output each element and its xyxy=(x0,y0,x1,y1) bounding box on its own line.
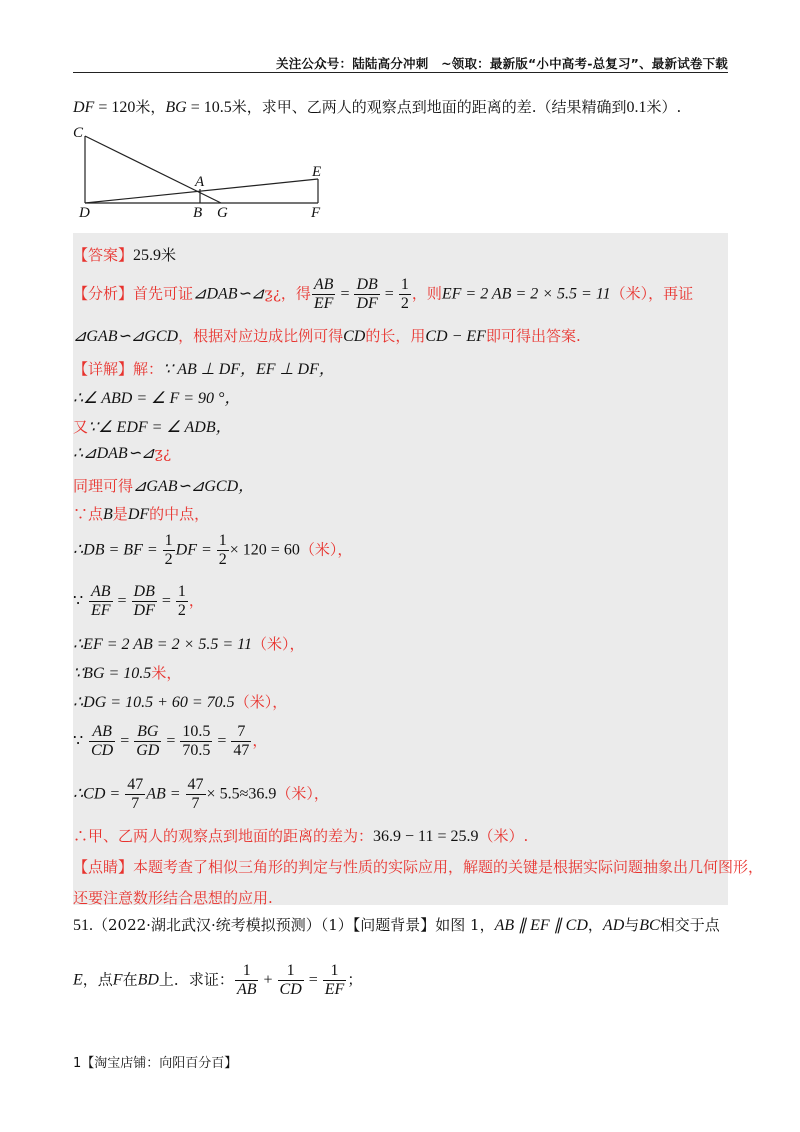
expression: AB = xyxy=(146,785,185,803)
expression: EF = 2 AB = 2 × 5.5 = 11 xyxy=(441,285,611,303)
expression: × 120 = 60 xyxy=(229,541,300,559)
segment-cg xyxy=(85,136,221,203)
value-bg: = 10.5 xyxy=(186,99,232,116)
detail-text: 的中点， xyxy=(149,505,210,523)
expression: ∴⊿DAB∽⊿ xyxy=(73,445,155,462)
detail-line-10 xyxy=(73,662,181,683)
expression: ∴DB = BF = xyxy=(73,541,162,559)
answer-line xyxy=(73,244,176,265)
problem-text: 与 xyxy=(624,916,640,934)
unit-text: 米， xyxy=(151,664,182,682)
unit-text: （米）， xyxy=(251,635,305,653)
detail-line-8: ∵ $\frac{AB}{EF}$ = $\frac{DB}{DF}$ = $\frac{1}{2}$ ， xyxy=(73,583,204,619)
detail-line-5 xyxy=(73,473,254,496)
fraction: $\frac{1}{CD}$ xyxy=(279,962,302,998)
analysis-text: （米），再证 xyxy=(610,284,694,303)
expression: 36.9 − 11 = 25.9 xyxy=(373,828,479,845)
expression: AB ∥ EF ∥ CD xyxy=(494,917,588,934)
detail-text: 解： xyxy=(133,360,164,378)
label-d: D xyxy=(79,205,90,221)
precision-value: 0.1 xyxy=(626,99,647,116)
expression: CD − EF xyxy=(425,328,486,345)
detail-line-1 xyxy=(73,356,335,379)
analysis-text: 即可得出答案. xyxy=(485,327,581,345)
expression: ∴∠ ABD = ∠ F = 90 °， xyxy=(73,390,241,407)
expression: DF = xyxy=(175,541,216,559)
problem-text: ，点 xyxy=(82,970,113,989)
label-g: G xyxy=(217,205,228,221)
page-footer: 1【淘宝店铺：向阳百分百】 xyxy=(73,1056,238,1071)
fraction: $\frac{1}{EF}$ xyxy=(324,962,345,998)
expression: ∴DG = 10.5 + 60 = 70.5 xyxy=(73,694,235,711)
next-problem-line-2: E，点F在BD上．求证： $\frac{1}{AB}$ + $\frac{1}{CD}$ = $\frac{1}{EF}$ ； xyxy=(73,962,363,998)
detail-text: ∴甲、乙两人的观察点到地面的距离的差为： xyxy=(73,827,374,845)
fraction: $\frac{BG}{GD}$ xyxy=(136,723,160,759)
fraction: $\frac{AB}{EF}$ xyxy=(90,583,111,619)
detail-text: ∵点 xyxy=(73,505,104,523)
analysis-line-1: 【分析】首先可证⊿DAB∽⊿ƺ¿，得 $\frac{AB}{EF}$ = $\frac{DB}{DF}$ = $\frac{1}{2}$ ，则EF = 2 AB = 2 × 5.5 = 11（米），再证 xyxy=(73,276,694,312)
var-e: E xyxy=(73,971,83,989)
label-f: F xyxy=(311,205,321,221)
unit-text: （米）. xyxy=(478,827,529,845)
detail-line-9 xyxy=(73,633,305,654)
next-problem-line-1 xyxy=(73,914,720,935)
garbled-glyph: ƺ¿ xyxy=(154,444,172,462)
var-f: F xyxy=(112,971,123,989)
problem-number: 51. xyxy=(73,917,93,934)
comment-line-2 xyxy=(73,887,273,908)
detail-text: 同理可得 xyxy=(73,477,134,495)
fraction: $\frac{1}{2}$ xyxy=(177,583,186,619)
problem-text: ； xyxy=(347,970,363,989)
detail-text: 又 xyxy=(73,418,89,436)
fraction: $\frac{10.5}{70.5}$ xyxy=(182,723,211,759)
detail-label: 【详解】 xyxy=(73,360,134,378)
detail-line-6 xyxy=(73,503,209,524)
var-df: DF xyxy=(127,506,150,523)
detail-line-2 xyxy=(73,385,240,408)
analysis-text: 首先可证 xyxy=(133,284,194,303)
comment-text: 还要注意数形结合思想的应用. xyxy=(73,889,273,907)
detail-text: 是 xyxy=(112,505,128,523)
expression: ∵∠ EDF = ∠ ADB， xyxy=(88,419,232,436)
var-bc: BC xyxy=(639,917,660,934)
label-a: A xyxy=(195,174,205,190)
comment-line-1 xyxy=(73,856,763,877)
problem-text: 在 xyxy=(122,970,138,989)
because-symbol: ∵ xyxy=(73,732,84,750)
problem-text: 上．求证： xyxy=(158,970,234,989)
problem-line xyxy=(73,96,681,117)
unit-text: （米）， xyxy=(234,693,288,711)
detail-line-7 xyxy=(73,532,352,569)
var-cd: CD xyxy=(343,328,366,345)
detail-line-12: ∵ $\frac{AB}{CD}$ = $\frac{BG}{GD}$ = $\frac{10.5}{70.5}$ = $\frac{7}{47}$ ， xyxy=(73,723,268,759)
answer-unit: 米 xyxy=(161,246,177,264)
problem-text: ， xyxy=(587,916,603,934)
var-df: DF xyxy=(73,99,95,116)
problem-text: 相交于点 xyxy=(659,916,720,934)
unit-text: （米）， xyxy=(276,784,329,803)
detail-line-11 xyxy=(73,691,287,712)
header-rule xyxy=(73,72,728,73)
analysis-label: 【分析】 xyxy=(73,284,134,303)
expression: × 5.5≈36.9 xyxy=(206,785,277,803)
label-b: B xyxy=(193,205,203,221)
detail-line-3 xyxy=(73,414,232,437)
comment-label: 【点睛】 xyxy=(73,858,134,876)
question-text: 米，求甲、乙两人的观察点到地面的距离的差.（结果精确到 xyxy=(231,98,627,116)
similar-statement: ⊿GAB∽⊿GCD xyxy=(73,328,179,345)
fraction: $\frac{1}{2}$ xyxy=(164,532,173,568)
fraction: $\frac{DB}{DF}$ xyxy=(133,583,155,619)
expression: ∴EF = 2 AB = 2 × 5.5 = 11 xyxy=(73,636,252,653)
analysis-text: ，根据对应边成比例可得 xyxy=(178,327,344,345)
detail-line-13 xyxy=(73,776,329,813)
answer-label: 【答案】 xyxy=(73,246,134,264)
expression: ∴CD = xyxy=(73,785,125,803)
comment-text: 本题考查了相似三角形的判定与性质的实际应用，解题的关键是根据实际问题抽象出几何图形， xyxy=(133,858,764,876)
expression: ∵ AB ⊥ DF，EF ⊥ DF， xyxy=(163,361,335,378)
unit-text: 米， xyxy=(135,98,166,116)
var-bg: BG xyxy=(165,99,187,116)
fraction: $\frac{47}{7}$ xyxy=(187,776,204,812)
detail-line-14 xyxy=(73,825,528,846)
problem-text: （2022·湖北武汉·统考模拟预测）（1）【问题背景】如图 1， xyxy=(93,916,495,934)
expression: ∵BG = 10.5 xyxy=(73,665,152,682)
answer-value: 25.9 xyxy=(133,247,162,264)
fraction: $\frac{1}{AB}$ xyxy=(236,962,257,998)
var-ad: AD xyxy=(602,917,625,934)
expression: ⊿GAB∽⊿GCD， xyxy=(133,478,255,495)
analysis-text: ，得 xyxy=(280,284,311,303)
var-bd: BD xyxy=(137,971,159,989)
label-e: E xyxy=(312,164,322,180)
because-symbol: ∵ xyxy=(73,592,84,610)
fraction: $\frac{1}{2}$ xyxy=(218,532,227,568)
similar-statement: ⊿DAB∽⊿ xyxy=(193,285,265,303)
question-tail: 米）. xyxy=(646,98,682,116)
fraction: $\frac{1}{2}$ xyxy=(400,276,409,312)
punct: ， xyxy=(252,731,268,750)
analysis-text: 的长，用 xyxy=(365,327,426,345)
var-b: B xyxy=(103,506,113,523)
value-df: = 120 xyxy=(94,99,136,116)
unit-text: （米）， xyxy=(299,540,353,559)
fraction: $\frac{DB}{DF}$ xyxy=(356,276,378,312)
fraction: $\frac{7}{47}$ xyxy=(233,723,250,759)
label-c: C xyxy=(73,125,84,141)
analysis-text: ，则 xyxy=(411,284,442,303)
fraction: $\frac{AB}{CD}$ xyxy=(90,723,114,759)
fraction: $\frac{47}{7}$ xyxy=(127,776,144,812)
garbled-glyph: ƺ¿ xyxy=(264,284,281,303)
page-header: 关注公众号：陆陆高分冲刺 ~领取：最新版“小中高考-总复习”、最新试卷下载 xyxy=(276,56,728,71)
analysis-line-2 xyxy=(73,325,581,346)
punct: ， xyxy=(188,591,204,610)
geometry-figure xyxy=(73,124,338,224)
fraction: $\frac{AB}{EF}$ xyxy=(313,276,334,312)
detail-line-4 xyxy=(73,443,171,463)
